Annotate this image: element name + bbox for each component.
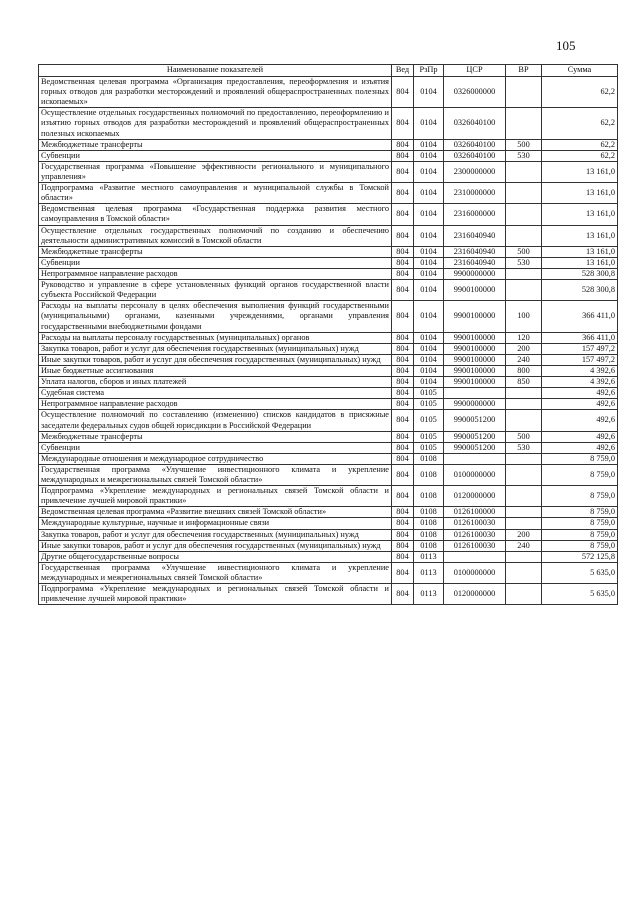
cell-sum: 492,6 bbox=[542, 388, 618, 399]
cell-sum: 8 759,0 bbox=[542, 529, 618, 540]
cell-name: Межбюджетные трансферты bbox=[39, 246, 392, 257]
cell-vr bbox=[506, 388, 542, 399]
cell-rzpr: 0104 bbox=[414, 77, 444, 108]
cell-name: Закупка товаров, работ и услуг для обеспечения государственных (муниципальных) нужд bbox=[39, 529, 392, 540]
cell-vr bbox=[506, 204, 542, 225]
cell-name: Непрограммное направление расходов bbox=[39, 399, 392, 410]
cell-sum: 8 759,0 bbox=[542, 464, 618, 485]
cell-vr bbox=[506, 507, 542, 518]
cell-ved: 804 bbox=[392, 343, 414, 354]
cell-csr: 0326000000 bbox=[444, 77, 506, 108]
cell-rzpr: 0104 bbox=[414, 257, 444, 268]
cell-vr bbox=[506, 108, 542, 139]
cell-name: Осуществление отдельных государственных полномочий по предоставлению, переоформлению и изъятию горных отводов для разработки месторождений и проявлений общераспространенных полезных ископаемых bbox=[39, 108, 392, 139]
cell-csr: 0126100030 bbox=[444, 540, 506, 551]
cell-name: Непрограммное направление расходов bbox=[39, 268, 392, 279]
header-ved: Вед bbox=[392, 65, 414, 77]
cell-rzpr: 0104 bbox=[414, 332, 444, 343]
cell-rzpr: 0104 bbox=[414, 301, 444, 332]
cell-ved: 804 bbox=[392, 507, 414, 518]
cell-rzpr: 0104 bbox=[414, 343, 444, 354]
cell-sum: 8 759,0 bbox=[542, 507, 618, 518]
cell-rzpr: 0104 bbox=[414, 377, 444, 388]
table-row bbox=[39, 268, 618, 279]
cell-name: Субвенции bbox=[39, 257, 392, 268]
cell-name: Международные культурные, научные и информационные связи bbox=[39, 518, 392, 529]
cell-rzpr: 0104 bbox=[414, 225, 444, 246]
cell-vr bbox=[506, 399, 542, 410]
cell-ved: 804 bbox=[392, 108, 414, 139]
cell-vr: 530 bbox=[506, 257, 542, 268]
cell-name: Иные бюджетные ассигнования bbox=[39, 365, 392, 376]
cell-csr: 0100000000 bbox=[444, 562, 506, 583]
cell-csr: 0326040100 bbox=[444, 150, 506, 161]
table-row bbox=[39, 518, 618, 529]
cell-vr bbox=[506, 551, 542, 562]
cell-name: Государственная программа «Повышение эффективности регионального и муниципального управления» bbox=[39, 161, 392, 182]
cell-name: Подпрограмма «Развитие местного самоуправления и муниципальной службы в Томской области» bbox=[39, 183, 392, 204]
cell-vr bbox=[506, 464, 542, 485]
cell-ved: 804 bbox=[392, 268, 414, 279]
cell-name: Закупка товаров, работ и услуг для обеспечения государственных (муниципальных) нужд bbox=[39, 343, 392, 354]
table-row bbox=[39, 551, 618, 562]
cell-rzpr: 0108 bbox=[414, 518, 444, 529]
cell-csr: 9900051200 bbox=[444, 410, 506, 431]
cell-csr: 9900100000 bbox=[444, 301, 506, 332]
cell-sum: 528 300,8 bbox=[542, 280, 618, 301]
cell-vr: 500 bbox=[506, 246, 542, 257]
cell-sum: 492,6 bbox=[542, 410, 618, 431]
table-row bbox=[39, 388, 618, 399]
cell-sum: 13 161,0 bbox=[542, 204, 618, 225]
cell-sum: 528 300,8 bbox=[542, 268, 618, 279]
table-row bbox=[39, 365, 618, 376]
page-number: 105 bbox=[556, 38, 576, 53]
cell-csr: 2316040940 bbox=[444, 257, 506, 268]
cell-sum: 13 161,0 bbox=[542, 225, 618, 246]
cell-vr: 530 bbox=[506, 150, 542, 161]
cell-rzpr: 0113 bbox=[414, 584, 444, 605]
cell-vr bbox=[506, 183, 542, 204]
cell-rzpr: 0108 bbox=[414, 453, 444, 464]
cell-name: Осуществление полномочий по составлению (изменению) списков кандидатов в присяжные заседатели федеральных судов общей юрисдикции в Российской Федерации bbox=[39, 410, 392, 431]
cell-vr: 200 bbox=[506, 343, 542, 354]
cell-name: Расходы на выплаты персоналу в целях обеспечения выполнения функций государственными (муниципальными) органами, казенными учреждениями, органами управления государственными внебюджетными фондами bbox=[39, 301, 392, 332]
table-row bbox=[39, 301, 618, 332]
table-body bbox=[39, 77, 618, 605]
cell-rzpr: 0104 bbox=[414, 139, 444, 150]
cell-ved: 804 bbox=[392, 77, 414, 108]
table-row bbox=[39, 204, 618, 225]
cell-ved: 804 bbox=[392, 551, 414, 562]
cell-rzpr: 0105 bbox=[414, 388, 444, 399]
cell-ved: 804 bbox=[392, 388, 414, 399]
cell-vr bbox=[506, 77, 542, 108]
cell-csr: 0120000000 bbox=[444, 584, 506, 605]
table-row bbox=[39, 584, 618, 605]
cell-ved: 804 bbox=[392, 332, 414, 343]
table-row bbox=[39, 225, 618, 246]
cell-csr: 0326040100 bbox=[444, 139, 506, 150]
table-row bbox=[39, 562, 618, 583]
cell-rzpr: 0108 bbox=[414, 486, 444, 507]
cell-csr bbox=[444, 453, 506, 464]
cell-vr bbox=[506, 268, 542, 279]
cell-rzpr: 0108 bbox=[414, 529, 444, 540]
cell-sum: 157 497,2 bbox=[542, 354, 618, 365]
cell-ved: 804 bbox=[392, 204, 414, 225]
cell-rzpr: 0108 bbox=[414, 507, 444, 518]
cell-rzpr: 0105 bbox=[414, 442, 444, 453]
cell-name: Иные закупки товаров, работ и услуг для обеспечения государственных (муниципальных) нужд bbox=[39, 354, 392, 365]
cell-rzpr: 0104 bbox=[414, 268, 444, 279]
cell-rzpr: 0105 bbox=[414, 431, 444, 442]
cell-sum: 13 161,0 bbox=[542, 257, 618, 268]
cell-ved: 804 bbox=[392, 431, 414, 442]
cell-csr: 9900051200 bbox=[444, 431, 506, 442]
cell-name: Межбюджетные трансферты bbox=[39, 139, 392, 150]
cell-name: Иные закупки товаров, работ и услуг для обеспечения государственных (муниципальных) нужд bbox=[39, 540, 392, 551]
cell-ved: 804 bbox=[392, 584, 414, 605]
cell-vr: 530 bbox=[506, 442, 542, 453]
cell-rzpr: 0104 bbox=[414, 183, 444, 204]
cell-csr: 0326040100 bbox=[444, 108, 506, 139]
cell-sum: 4 392,6 bbox=[542, 377, 618, 388]
cell-ved: 804 bbox=[392, 139, 414, 150]
cell-name: Подпрограмма «Укрепление международных и региональных связей Томской области и привлечение лучшей мировой практики» bbox=[39, 486, 392, 507]
cell-csr: 9900100000 bbox=[444, 354, 506, 365]
cell-name: Подпрограмма «Укрепление международных и региональных связей Томской области и привлечение лучшей мировой практики» bbox=[39, 584, 392, 605]
cell-name: Межбюджетные трансферты bbox=[39, 431, 392, 442]
cell-csr: 2310000000 bbox=[444, 183, 506, 204]
cell-csr: 9900051200 bbox=[444, 442, 506, 453]
cell-rzpr: 0105 bbox=[414, 410, 444, 431]
cell-ved: 804 bbox=[392, 453, 414, 464]
cell-csr: 9900100000 bbox=[444, 332, 506, 343]
cell-vr: 100 bbox=[506, 301, 542, 332]
table-row bbox=[39, 529, 618, 540]
cell-csr: 0126100030 bbox=[444, 529, 506, 540]
cell-ved: 804 bbox=[392, 377, 414, 388]
cell-name: Государственная программа «Улучшение инвестиционного климата и укрепление международных и межрегиональных связей Томской области» bbox=[39, 562, 392, 583]
header-csr: ЦСР bbox=[444, 65, 506, 77]
cell-rzpr: 0104 bbox=[414, 354, 444, 365]
table-row bbox=[39, 410, 618, 431]
cell-ved: 804 bbox=[392, 540, 414, 551]
cell-ved: 804 bbox=[392, 529, 414, 540]
cell-csr: 0120000000 bbox=[444, 486, 506, 507]
cell-sum: 366 411,0 bbox=[542, 301, 618, 332]
cell-name: Ведомственная целевая программа «Развитие внешних связей Томской области» bbox=[39, 507, 392, 518]
cell-sum: 8 759,0 bbox=[542, 540, 618, 551]
cell-rzpr: 0113 bbox=[414, 551, 444, 562]
cell-csr bbox=[444, 551, 506, 562]
cell-csr: 2316000000 bbox=[444, 204, 506, 225]
cell-name: Другие общегосударственные вопросы bbox=[39, 551, 392, 562]
cell-sum: 572 125,8 bbox=[542, 551, 618, 562]
table-row bbox=[39, 343, 618, 354]
cell-csr: 0126100030 bbox=[444, 518, 506, 529]
cell-ved: 804 bbox=[392, 399, 414, 410]
table-row bbox=[39, 486, 618, 507]
cell-vr: 500 bbox=[506, 139, 542, 150]
cell-sum: 5 635,0 bbox=[542, 562, 618, 583]
cell-vr bbox=[506, 584, 542, 605]
cell-vr: 120 bbox=[506, 332, 542, 343]
cell-sum: 5 635,0 bbox=[542, 584, 618, 605]
table-row bbox=[39, 464, 618, 485]
cell-vr bbox=[506, 280, 542, 301]
cell-rzpr: 0105 bbox=[414, 399, 444, 410]
table-row bbox=[39, 280, 618, 301]
table-row bbox=[39, 183, 618, 204]
cell-csr: 9900100000 bbox=[444, 365, 506, 376]
cell-vr: 240 bbox=[506, 354, 542, 365]
table-row bbox=[39, 540, 618, 551]
cell-name: Осуществление отдельных государственных полномочий по созданию и обеспечению деятельности административных комиссий в Томской области bbox=[39, 225, 392, 246]
table-row bbox=[39, 77, 618, 108]
cell-name: Ведомственная целевая программа «Организация предоставления, переоформления и изъятия горных отводов для разработки месторождений и проявлений общераспространенных полезных ископаемых» bbox=[39, 77, 392, 108]
cell-csr: 0126100000 bbox=[444, 507, 506, 518]
budget-table bbox=[38, 64, 618, 605]
cell-vr bbox=[506, 410, 542, 431]
table-header-row bbox=[39, 65, 618, 77]
cell-rzpr: 0104 bbox=[414, 161, 444, 182]
cell-vr: 850 bbox=[506, 377, 542, 388]
cell-sum: 62,2 bbox=[542, 139, 618, 150]
cell-ved: 804 bbox=[392, 280, 414, 301]
cell-ved: 804 bbox=[392, 150, 414, 161]
cell-ved: 804 bbox=[392, 518, 414, 529]
cell-ved: 804 bbox=[392, 225, 414, 246]
cell-sum: 4 392,6 bbox=[542, 365, 618, 376]
cell-sum: 8 759,0 bbox=[542, 518, 618, 529]
cell-sum: 13 161,0 bbox=[542, 246, 618, 257]
cell-vr: 500 bbox=[506, 431, 542, 442]
cell-sum: 8 759,0 bbox=[542, 453, 618, 464]
cell-name: Ведомственная целевая программа «Государственная поддержка развития местного самоуправления в Томской области» bbox=[39, 204, 392, 225]
table-row bbox=[39, 453, 618, 464]
cell-sum: 8 759,0 bbox=[542, 486, 618, 507]
table-row bbox=[39, 161, 618, 182]
cell-name: Судебная система bbox=[39, 388, 392, 399]
cell-ved: 804 bbox=[392, 410, 414, 431]
cell-ved: 804 bbox=[392, 183, 414, 204]
table-row bbox=[39, 507, 618, 518]
cell-ved: 804 bbox=[392, 354, 414, 365]
table-row bbox=[39, 332, 618, 343]
cell-ved: 804 bbox=[392, 161, 414, 182]
cell-name: Уплата налогов, сборов и иных платежей bbox=[39, 377, 392, 388]
cell-sum: 13 161,0 bbox=[542, 183, 618, 204]
cell-csr: 9900000000 bbox=[444, 399, 506, 410]
cell-csr: 9900100000 bbox=[444, 343, 506, 354]
cell-rzpr: 0104 bbox=[414, 246, 444, 257]
cell-sum: 62,2 bbox=[542, 108, 618, 139]
cell-sum: 62,2 bbox=[542, 150, 618, 161]
cell-ved: 804 bbox=[392, 246, 414, 257]
cell-csr bbox=[444, 388, 506, 399]
cell-ved: 804 bbox=[392, 257, 414, 268]
cell-name: Субвенции bbox=[39, 442, 392, 453]
cell-ved: 804 bbox=[392, 301, 414, 332]
cell-name: Субвенции bbox=[39, 150, 392, 161]
cell-rzpr: 0108 bbox=[414, 540, 444, 551]
cell-vr bbox=[506, 161, 542, 182]
cell-csr: 9900000000 bbox=[444, 268, 506, 279]
table-row bbox=[39, 431, 618, 442]
table-row bbox=[39, 257, 618, 268]
table-row bbox=[39, 399, 618, 410]
table-row bbox=[39, 139, 618, 150]
cell-sum: 492,6 bbox=[542, 442, 618, 453]
cell-rzpr: 0104 bbox=[414, 280, 444, 301]
cell-rzpr: 0113 bbox=[414, 562, 444, 583]
cell-csr: 9900100000 bbox=[444, 377, 506, 388]
cell-sum: 157 497,2 bbox=[542, 343, 618, 354]
table-row bbox=[39, 246, 618, 257]
cell-vr bbox=[506, 453, 542, 464]
table-row bbox=[39, 377, 618, 388]
cell-name: Государственная программа «Улучшение инвестиционного климата и укрепление международных и межрегиональных связей Томской области» bbox=[39, 464, 392, 485]
cell-sum: 62,2 bbox=[542, 77, 618, 108]
cell-ved: 804 bbox=[392, 365, 414, 376]
cell-ved: 804 bbox=[392, 562, 414, 583]
cell-ved: 804 bbox=[392, 442, 414, 453]
table-row bbox=[39, 442, 618, 453]
cell-rzpr: 0108 bbox=[414, 464, 444, 485]
cell-rzpr: 0104 bbox=[414, 108, 444, 139]
cell-name: Руководство и управление в сфере установленных функций органов государственной власти субъекта Российской Федерации bbox=[39, 280, 392, 301]
cell-csr: 2316040940 bbox=[444, 246, 506, 257]
cell-vr: 240 bbox=[506, 540, 542, 551]
cell-ved: 804 bbox=[392, 464, 414, 485]
cell-csr: 0100000000 bbox=[444, 464, 506, 485]
cell-rzpr: 0104 bbox=[414, 365, 444, 376]
table-row bbox=[39, 354, 618, 365]
cell-vr bbox=[506, 518, 542, 529]
cell-sum: 492,6 bbox=[542, 431, 618, 442]
cell-sum: 366 411,0 bbox=[542, 332, 618, 343]
cell-vr: 200 bbox=[506, 529, 542, 540]
table-row bbox=[39, 150, 618, 161]
cell-vr bbox=[506, 562, 542, 583]
header-name: Наименование показателей bbox=[39, 65, 392, 77]
cell-rzpr: 0104 bbox=[414, 150, 444, 161]
header-vr: ВР bbox=[506, 65, 542, 77]
cell-ved: 804 bbox=[392, 486, 414, 507]
cell-vr bbox=[506, 486, 542, 507]
cell-sum: 492,6 bbox=[542, 399, 618, 410]
cell-name: Расходы на выплаты персоналу государственных (муниципальных) органов bbox=[39, 332, 392, 343]
cell-vr: 800 bbox=[506, 365, 542, 376]
header-rzpr: РзПр bbox=[414, 65, 444, 77]
cell-csr: 9900100000 bbox=[444, 280, 506, 301]
cell-vr bbox=[506, 225, 542, 246]
cell-sum: 13 161,0 bbox=[542, 161, 618, 182]
table-row bbox=[39, 108, 618, 139]
cell-csr: 2316040940 bbox=[444, 225, 506, 246]
cell-name: Международные отношения и международное сотрудничество bbox=[39, 453, 392, 464]
cell-rzpr: 0104 bbox=[414, 204, 444, 225]
cell-csr: 2300000000 bbox=[444, 161, 506, 182]
header-sum: Сумма bbox=[542, 65, 618, 77]
